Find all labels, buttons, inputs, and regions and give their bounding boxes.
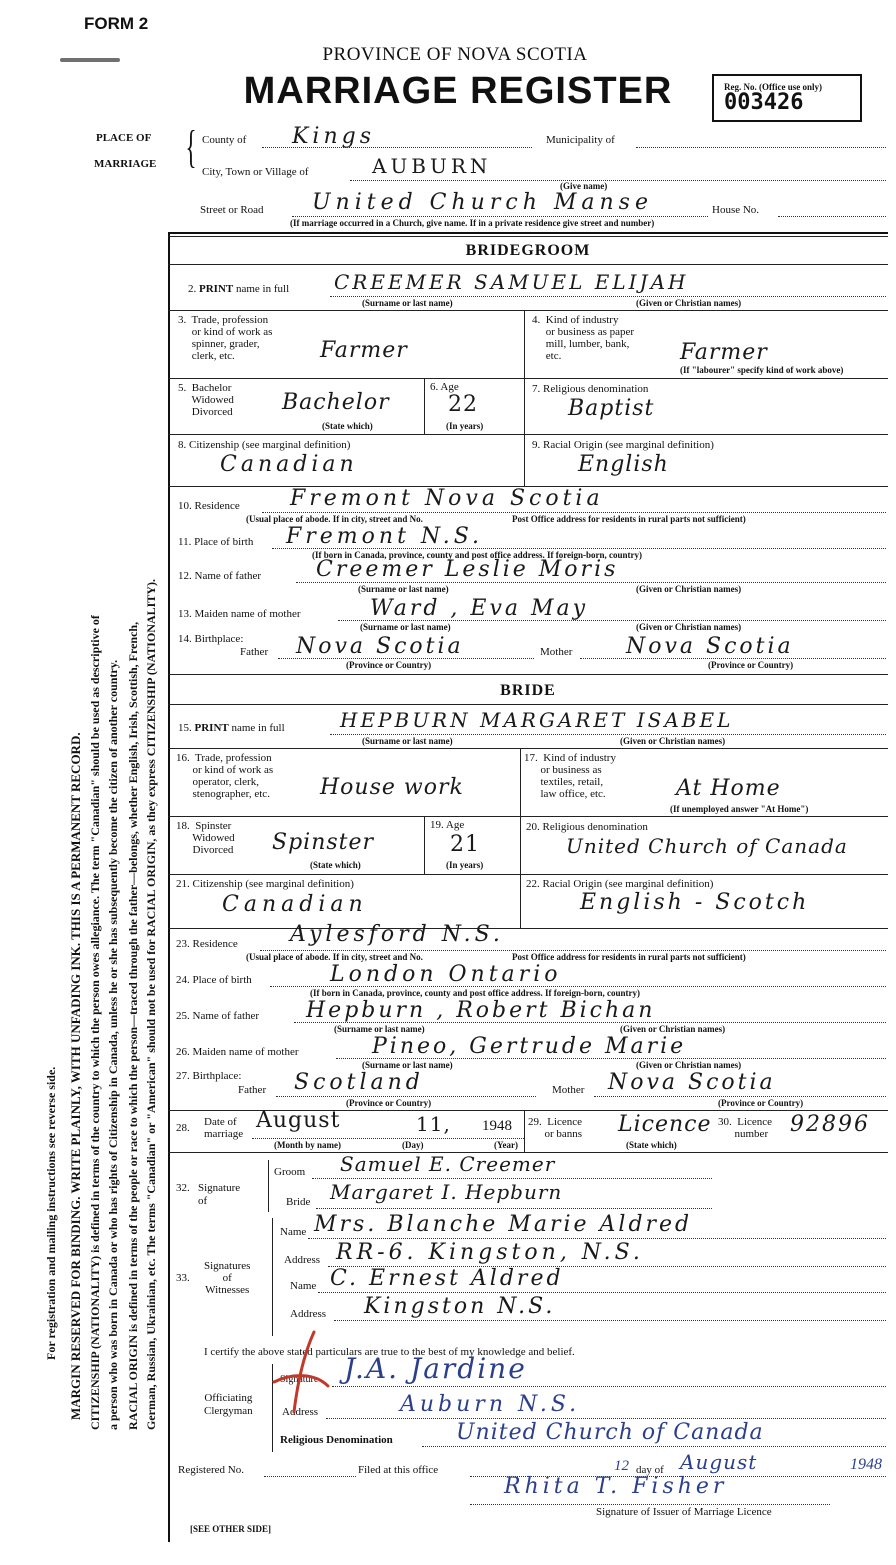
bride-birthplace-label: 27. Birthplace:: [176, 1070, 242, 1082]
registered-label: Registered No.: [178, 1464, 244, 1476]
groom-mother-surname-caption: (Surname or last name): [360, 622, 451, 632]
bride-father: Hepburn , Robert Bichan: [306, 998, 656, 1023]
bride-religion-label: 20. Religious denomination: [526, 821, 648, 833]
bride-sig-label: Bride: [286, 1196, 311, 1208]
signature-label: 32. Signature of: [176, 1182, 241, 1207]
religious-denom-label: Religious Denomination: [280, 1434, 393, 1446]
see-other-side: [SEE OTHER SIDE]: [190, 1524, 272, 1534]
groom-father-bp-caption: (Province or Country): [346, 660, 432, 670]
city-value: AUBURN: [372, 154, 492, 178]
bride-birth-label: 24. Place of birth: [176, 974, 252, 986]
marriage-day: 11,: [416, 1112, 451, 1136]
bride-given-caption: (Given or Christian names): [620, 736, 726, 746]
groom-age-label: 6. Age: [430, 381, 459, 393]
clergy-address: Auburn N.S.: [400, 1392, 581, 1417]
street-note: (If marriage occurred in a Church, give name. If in a private residence give street and number): [290, 218, 655, 228]
bride-surname-caption: (Surname or last name): [362, 736, 453, 746]
bride-religion: United Church of Canada: [566, 834, 848, 858]
groom-citizenship: Canadian: [220, 452, 358, 477]
county-value: Kings: [292, 124, 376, 149]
bride-father-surname-caption: (Surname or last name): [334, 1024, 425, 1034]
groom-sig-label: Groom: [274, 1166, 306, 1178]
groom-trade: Farmer: [320, 338, 408, 363]
place-label-1: PLACE OF: [96, 132, 152, 144]
clergy-signature: J.A. Jardine: [344, 1352, 527, 1385]
bride-citizenship-label: 21. Citizenship (see marginal definition): [176, 878, 354, 890]
labourer-note: (If "labourer" specify kind of work above): [680, 365, 844, 375]
bride-status: Spinster: [272, 830, 375, 855]
margin-line-2: MARGIN RESERVED FOR BINDING. WRITE PLAINLY, WITH UNFADING INK. THIS IS A PERMANENT RECORD.: [68, 732, 83, 1420]
bride-father-given-caption: (Given or Christian names): [620, 1024, 726, 1034]
witness-1-name: Mrs. Blanche Marie Aldred: [314, 1212, 693, 1237]
filed-day: 12: [614, 1458, 629, 1474]
margin-line-3: CITIZENSHIP (NATIONALITY) is defined in terms of the country to which the person owes allegiance. The term "Canadian" should be used as descriptive of: [88, 615, 102, 1430]
witness-1-address: RR-6. Kingston, N.S.: [336, 1240, 644, 1265]
form-title: MARRIAGE REGISTER: [243, 70, 673, 112]
issuer-caption: Signature of Issuer of Marriage Licence: [596, 1506, 772, 1518]
groom-trade-label: 3. Trade, profession or kind of work as spinner, grader, clerk, etc.: [178, 314, 273, 362]
bride-name-label: 15. PRINT name in full: [178, 722, 285, 734]
bride-mother: Pineo, Gertrude Marie: [372, 1034, 687, 1059]
bride-mother-bp-caption: (Province or Country): [718, 1098, 804, 1108]
groom-birth: Fremont N.S.: [286, 524, 484, 549]
bride-birth-note: (If born in Canada, province, county and post office address. If foreign-born, country): [310, 988, 641, 998]
groom-industry-label: 4. Kind of industry or business as paper mill, lumber, bank, etc.: [532, 314, 635, 362]
groom-mother-bp-label: Mother: [540, 646, 573, 658]
witness-2-name: C. Ernest Aldred: [330, 1266, 564, 1291]
bride-mother-given-caption: (Given or Christian names): [636, 1060, 742, 1070]
witness-no: 33.: [176, 1272, 190, 1284]
brace: {: [185, 121, 197, 172]
licence-number: 92896: [790, 1112, 870, 1137]
reg-number: 003426: [724, 90, 804, 115]
bride-heading: BRIDE: [500, 682, 556, 699]
bride-residence-label: 23. Residence: [176, 938, 238, 950]
street-label: Street or Road: [200, 204, 264, 216]
bride-mother-bp-label: Mother: [552, 1084, 585, 1096]
bride-birth: London Ontario: [330, 962, 562, 987]
licence-number-label: 30. Licence number: [718, 1116, 773, 1140]
filed-label: Filed at this office: [358, 1464, 439, 1476]
groom-age: 22: [448, 392, 478, 417]
w1-name-label: Name: [280, 1226, 307, 1238]
marriage-month: August: [256, 1108, 341, 1133]
bride-racial-label: 22. Racial Origin (see marginal definition): [526, 878, 714, 890]
bride-father-label: 25. Name of father: [176, 1010, 260, 1022]
bride-status-label: 18. Spinster Widowed Divorced: [176, 820, 235, 856]
filed-month: August: [680, 1450, 758, 1474]
groom-father-bp: Nova Scotia: [296, 634, 464, 659]
ink-mark: [60, 58, 120, 62]
red-check-mark: [264, 1324, 334, 1424]
w1-address-label: Address: [284, 1254, 321, 1266]
city-label: City, Town or Village of: [202, 166, 309, 178]
bride-citizenship: Canadian: [222, 892, 368, 917]
groom-residence-label: 10. Residence: [178, 500, 240, 512]
bride-signature: Margaret I. Hepburn: [330, 1180, 563, 1204]
bride-father-bp: Scotland: [294, 1070, 424, 1095]
groom-mother-bp: Nova Scotia: [626, 634, 794, 659]
bride-father-bp-caption: (Province or Country): [346, 1098, 432, 1108]
groom-father-label: 12. Name of father: [178, 570, 262, 582]
licence-state-which: (State which): [626, 1140, 677, 1150]
groom-status-label: 5. Bachelor Widowed Divorced: [178, 382, 234, 418]
county-label: County of: [202, 134, 247, 146]
w2-address-label: Address: [290, 1308, 327, 1320]
bride-trade-label: 16. Trade, profession or kind of work as operator, clerk, stenographer, etc.: [176, 752, 274, 800]
residence-note-2: Post Office address for residents in rural parts not sufficient): [512, 514, 746, 524]
year-caption: (Year): [494, 1140, 518, 1150]
groom-birth-label: 11. Place of birth: [178, 536, 254, 548]
date-no: 28.: [176, 1122, 190, 1134]
reg-number-label: Reg. No. (Office use only): [724, 82, 822, 92]
place-label-2: MARRIAGE: [94, 158, 157, 170]
house-label: House No.: [712, 204, 760, 216]
filed-day-of: day of: [636, 1464, 664, 1476]
marriage-year: 1948: [482, 1118, 512, 1134]
groom-mother-given-caption: (Given or Christian names): [636, 622, 742, 632]
groom-status: Bachelor: [282, 390, 390, 415]
bride-age-label: 19. Age: [430, 819, 465, 831]
bride-state-which: (State which): [310, 860, 361, 870]
officiating-label: Officiating Clergyman: [204, 1392, 253, 1417]
witness-label: Signatures of Witnesses: [204, 1260, 251, 1296]
groom-racial: English: [578, 452, 669, 477]
groom-citizenship-label: 8. Citizenship (see marginal definition): [178, 439, 351, 451]
groom-state-which: (State which): [322, 421, 373, 431]
date-label: Date of marriage: [204, 1116, 244, 1140]
issuer-signature: Rhita T. Fisher: [504, 1474, 728, 1499]
clergy-sig-label: Signature: [280, 1374, 319, 1385]
margin-line-6: German, Russian, Ukrainian, etc. The terms "Canadian" or "American" should not be used for RACIAL ORIGIN, as they express CITIZENSHIP (NATIONALITY).: [144, 579, 158, 1430]
groom-father-given-caption: (Given or Christian names): [636, 584, 742, 594]
bride-mother-bp: Nova Scotia: [608, 1070, 776, 1095]
groom-given-caption: (Given or Christian names): [636, 298, 742, 308]
bride-mother-label: 26. Maiden name of mother: [176, 1046, 299, 1058]
filed-year: 1948: [850, 1456, 882, 1473]
margin-line-4: a person who was born in Canada or who has rights of Citizenship in Canada, unless he or she has subsequently become the citizen of another country.: [106, 659, 120, 1430]
street-value: United Church Manse: [312, 190, 653, 215]
witness-2-address: Kingston N.S.: [364, 1294, 556, 1319]
residence-note-1: (Usual place of abode. If in city, street and No.: [246, 514, 423, 524]
groom-father: Creemer Leslie Moris: [316, 557, 619, 582]
groom-residence: Fremont Nova Scotia: [290, 486, 604, 511]
bride-residence-note-2: Post Office address for residents in rural parts not sufficient): [512, 952, 746, 962]
groom-surname-caption: (Surname or last name): [362, 298, 453, 308]
licence-label: 29. Licence or banns: [528, 1116, 583, 1140]
bride-residence: Aylesford N.S.: [290, 922, 504, 947]
clergy-denomination: United Church of Canada: [456, 1420, 764, 1445]
month-caption: (Month by name): [274, 1140, 341, 1150]
bride-industry: At Home: [676, 776, 781, 801]
groom-birth-note: (If born in Canada, province, county and post office address. If foreign-born, country): [312, 550, 643, 560]
groom-mother-label: 13. Maiden name of mother: [178, 608, 301, 620]
form-number: FORM 2: [84, 14, 149, 33]
bride-residence-note-1: (Usual place of abode. If in city, street and No.: [246, 952, 423, 962]
groom-father-surname-caption: (Surname or last name): [358, 584, 449, 594]
bride-trade: House work: [320, 775, 464, 800]
certify-text: I certify the above stated particulars are true to the best of my knowledge and belief.: [204, 1346, 575, 1358]
groom-name-label: 2. PRINT name in full: [188, 283, 290, 295]
bride-father-bp-label: Father: [238, 1084, 267, 1096]
groom-father-bp-label: Father: [240, 646, 269, 658]
bride-in-years: (In years): [446, 860, 484, 870]
groom-name: CREEMER SAMUEL ELIJAH: [334, 270, 689, 294]
bride-industry-label: 17. Kind of industry or business as textiles, retail, law office, etc.: [524, 752, 616, 800]
licence-type: Licence: [618, 1112, 712, 1137]
unemployed-note: (If unemployed answer "At Home"): [670, 804, 809, 814]
bride-age: 21: [450, 832, 480, 857]
bride-mother-surname-caption: (Surname or last name): [362, 1060, 453, 1070]
bride-racial: English - Scotch: [580, 890, 810, 915]
groom-mother-bp-caption: (Province or Country): [708, 660, 794, 670]
province-title: PROVINCE OF NOVA SCOTIA: [322, 44, 588, 65]
reg-number-box: [712, 74, 862, 122]
municipality-label: Municipality of: [546, 134, 615, 146]
groom-religion-label: 7. Religious denomination: [532, 383, 649, 395]
groom-racial-label: 9. Racial Origin (see marginal definition): [532, 439, 714, 451]
give-name-caption: (Give name): [560, 181, 608, 191]
clergy-address-label: Address: [282, 1406, 319, 1418]
groom-industry: Farmer: [680, 340, 768, 365]
margin-line-1: For registration and mailing instructions see reverse side.: [44, 1066, 58, 1360]
bridegroom-heading: BRIDEGROOM: [465, 242, 591, 259]
margin-line-5: RACIAL ORIGIN is defined in terms of the people or race to which the person—traced through the father—belongs, whether English, Irish, Scottish, French,: [126, 621, 140, 1430]
w2-name-label: Name: [290, 1280, 317, 1292]
groom-in-years: (In years): [446, 421, 484, 431]
day-caption: (Day): [402, 1140, 424, 1150]
groom-birthplace-label: 14. Birthplace:: [178, 633, 244, 645]
groom-signature: Samuel E. Creemer: [340, 1152, 556, 1176]
groom-mother: Ward , Eva May: [370, 596, 589, 621]
groom-religion: Baptist: [568, 396, 655, 421]
bride-name: HEPBURN MARGARET ISABEL: [340, 708, 734, 732]
